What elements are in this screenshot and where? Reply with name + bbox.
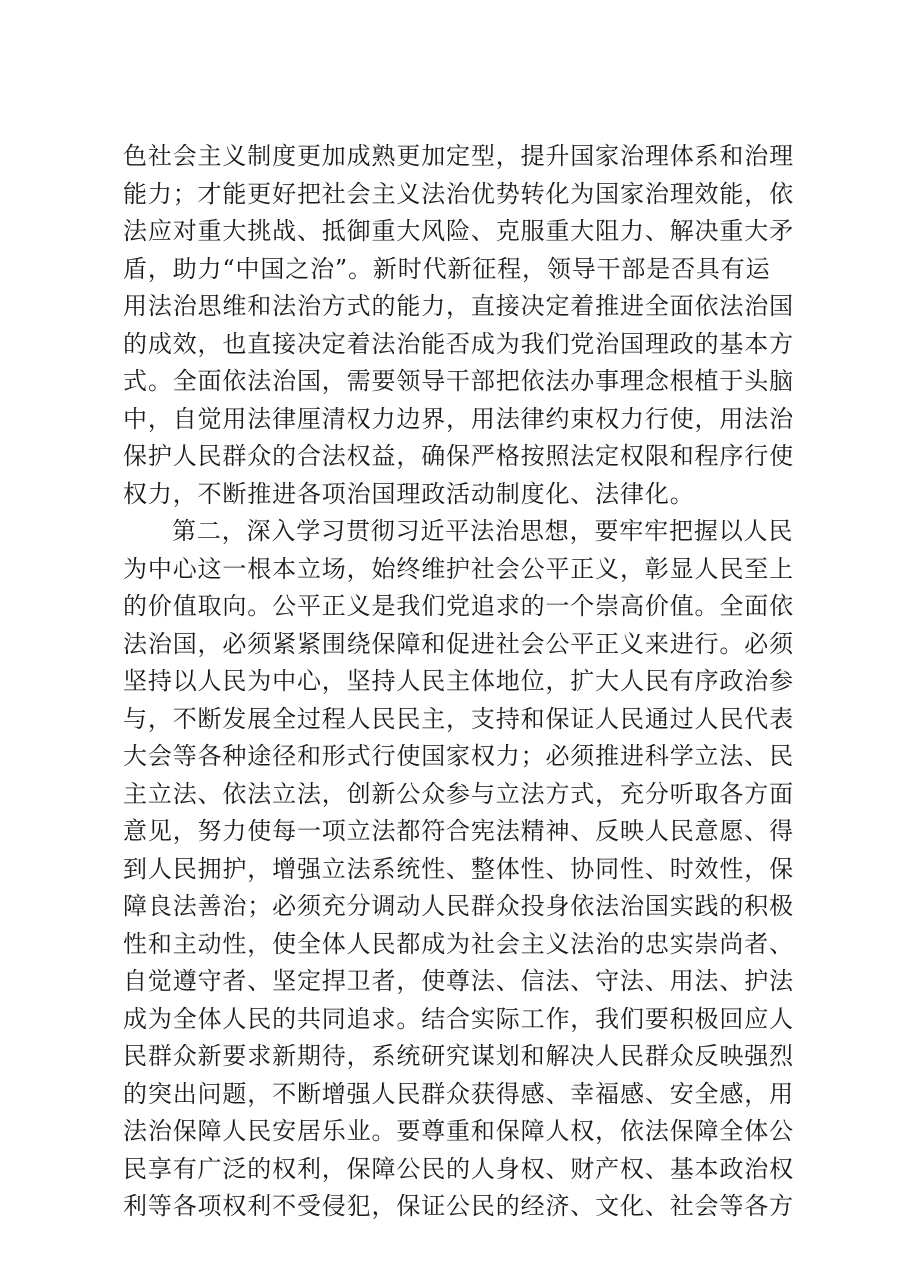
text-line: 民群众新要求新期待，系统研究谋划和解决人民群众反映强烈 xyxy=(123,1042,794,1070)
paragraph-start-line: 第二，深入学习贯彻习近平法治思想，要牢牢把握以人民 xyxy=(172,517,794,545)
text-line: 到人民拥护，增强立法系统性、整体性、协同性、时效性，保 xyxy=(123,854,794,883)
text-line: 式。全面依法治国，需要领导干部把依法办事理念根植于头脑 xyxy=(123,367,794,395)
text-line: 能力；才能更好把社会主义法治优势转化为国家治理效能，依 xyxy=(123,179,794,208)
text-line: 色社会主义制度更加成熟更加定型，提升国家治理体系和治理 xyxy=(123,142,794,170)
text-line: 中，自觉用法律厘清权力边界，用法律约束权力行使，用法治 xyxy=(123,404,794,433)
text-line: 为中心这一根本立场，始终维护社会公平正义，彰显人民至上 xyxy=(123,554,794,583)
body-text xyxy=(123,138,803,1226)
text-line: 法治国，必须紧紧围绕保障和促进社会公平正义来进行。必须 xyxy=(123,629,794,658)
text-line: 成为全体人民的共同追求。结合实际工作，我们要积极回应人 xyxy=(123,1004,794,1033)
text-line: 盾，助力“中国之治”。新时代新征程，领导干部是否具有运 xyxy=(123,254,771,283)
text-line: 自觉遵守者、坚定捍卫者，使尊法、信法、守法、用法、护法 xyxy=(123,967,794,995)
text-line: 用法治思维和法治方式的能力，直接决定着推进全面依法治国 xyxy=(123,292,794,320)
text-line: 保护人民群众的合法权益，确保严格按照法定权限和程序行使 xyxy=(123,442,794,470)
text-line: 意见，努力使每一项立法都符合宪法精神、反映人民意愿、得 xyxy=(123,817,794,845)
text-line: 民享有广泛的权利，保障公民的人身权、财产权、基本政治权 xyxy=(123,1154,794,1183)
text-line: 障良法善治；必须充分调动人民群众投身依法治国实践的积极 xyxy=(123,892,794,920)
text-line: 利等各项权利不受侵犯，保证公民的经济、文化、社会等各方 xyxy=(123,1192,794,1220)
text-line: 大会等各种途径和形式行使国家权力；必须推进科学立法、民 xyxy=(123,742,794,770)
text-line: 权力，不断推进各项治国理政活动制度化、法律化。 xyxy=(123,479,695,508)
text-line: 的成效，也直接决定着法治能否成为我们党治国理政的基本方 xyxy=(123,329,794,358)
text-line: 主立法、依法立法，创新公众参与立法方式，充分听取各方面 xyxy=(123,779,794,808)
text-line: 的突出问题，不断增强人民群众获得感、幸福感、安全感，用 xyxy=(123,1079,794,1108)
text-line: 法应对重大挑战、抵御重大风险、克服重大阻力、解决重大矛 xyxy=(123,217,794,245)
text-line: 与，不断发展全过程人民民主，支持和保证人民通过人民代表 xyxy=(123,704,794,733)
text-line: 坚持以人民为中心，坚持人民主体地位，扩大人民有序政治参 xyxy=(123,667,794,695)
text-line: 性和主动性，使全体人民都成为社会主义法治的忠实崇尚者、 xyxy=(123,929,794,958)
text-line: 法治保障人民安居乐业。要尊重和保障人权，依法保障全体公 xyxy=(123,1117,794,1145)
text-line: 的价值取向。公平正义是我们党追求的一个崇高价值。全面依 xyxy=(123,592,794,620)
